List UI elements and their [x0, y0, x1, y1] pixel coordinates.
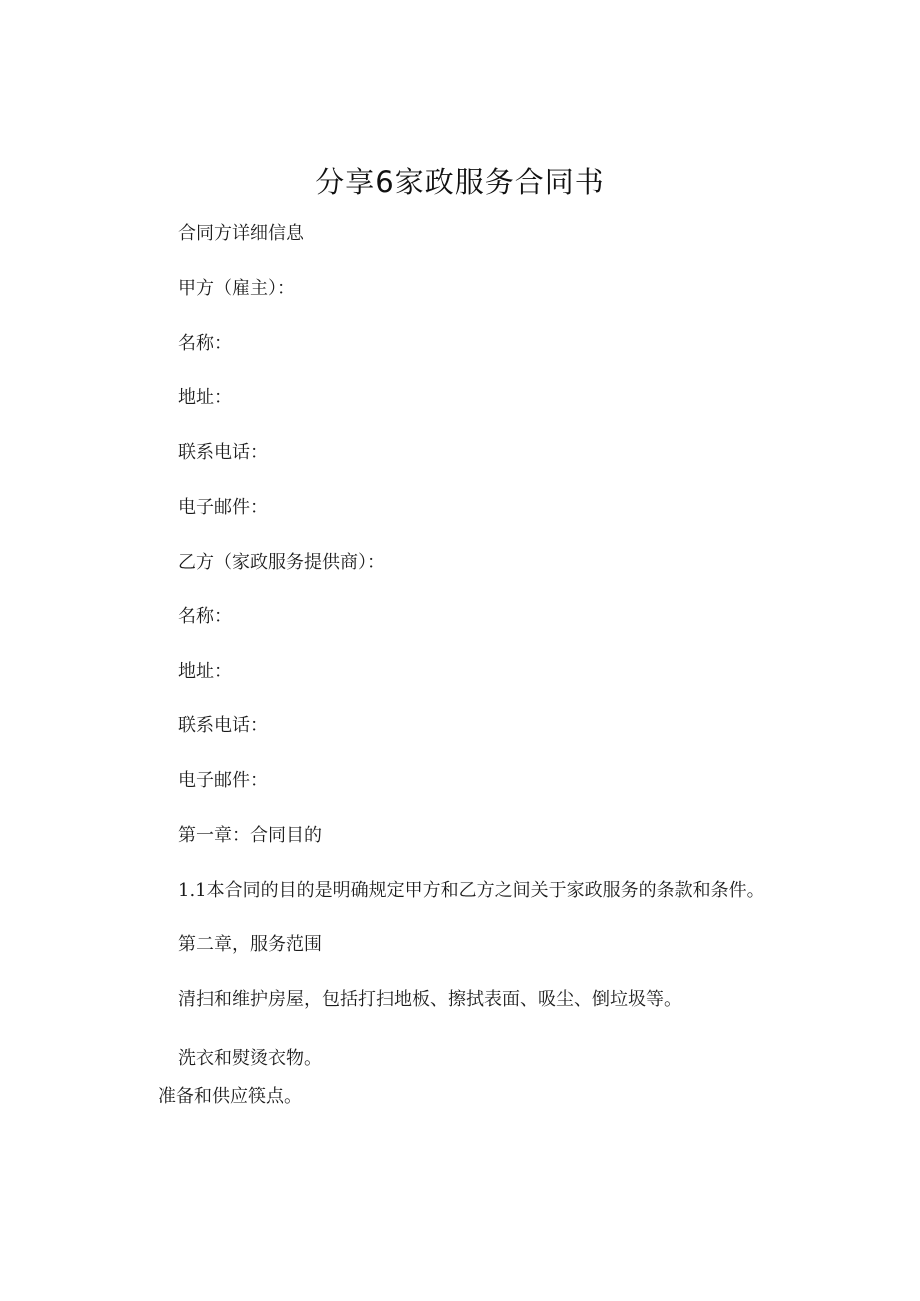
document-title: 分享6家政服务合同书 — [315, 165, 605, 199]
party-a-heading: 甲方（雇主）： — [178, 278, 295, 299]
service-item-cleaning: 清扫和维护房屋，包括打扫地板、擦拭表面、吸尘、倒垃圾等。 — [178, 989, 682, 1010]
party-a-phone-field: 联系电话： — [178, 442, 268, 463]
clause-1-1: 1.1本合同的目的是明确规定甲方和乙方之间关于家政服务的条款和条件。 — [178, 880, 765, 901]
party-b-address-field: 地址： — [178, 661, 232, 682]
party-b-heading: 乙方（家政服务提供商）： — [178, 552, 385, 573]
chapter-1-heading: 第一章：合同目的 — [178, 825, 322, 846]
section-heading-parties: 合同方详细信息 — [178, 223, 304, 244]
party-b-phone-field: 联系电话： — [178, 715, 268, 736]
party-b-name-field: 名称： — [178, 606, 232, 627]
party-a-name-field: 名称： — [178, 333, 232, 354]
chapter-2-heading: 第二章，服务范围 — [178, 934, 322, 955]
service-item-meals: 准备和供应筷点。 — [158, 1086, 302, 1107]
party-a-address-field: 地址： — [178, 387, 232, 408]
service-item-laundry: 洗衣和熨烫衣物。 — [178, 1048, 322, 1069]
party-a-email-field: 电子邮件： — [178, 497, 268, 518]
party-b-email-field: 电子邮件： — [178, 770, 268, 791]
